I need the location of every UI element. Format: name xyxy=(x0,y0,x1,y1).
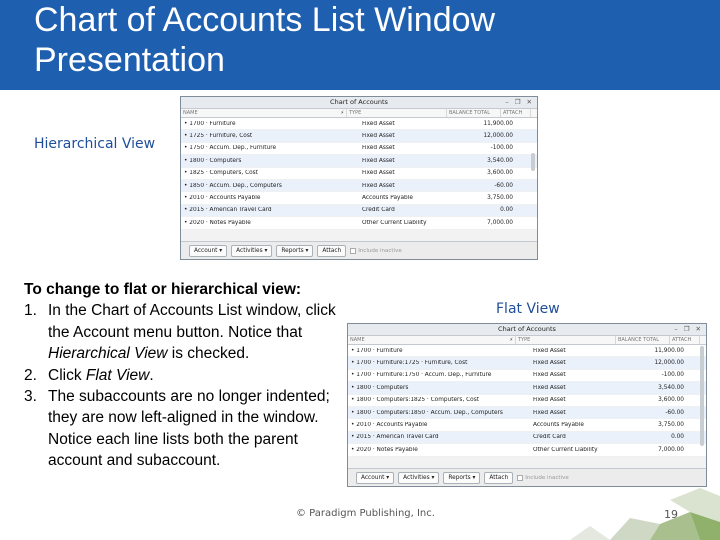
account-type-cell: Accounts Payable xyxy=(362,195,413,202)
step-2 xyxy=(24,365,354,386)
step-text: is checked. xyxy=(167,345,250,363)
slide-header xyxy=(0,0,720,90)
account-balance-cell: 3,750.00 xyxy=(487,195,513,202)
account-menu-button[interactable]: Account ▾ xyxy=(189,245,227,257)
window-titlebar xyxy=(348,324,706,336)
account-balance-cell: -60.00 xyxy=(665,409,684,416)
table-row[interactable] xyxy=(348,444,706,456)
account-name-cell: • 1700 · Furniture:1725 · Furniture, Cost xyxy=(351,360,468,367)
account-type-cell: Fixed Asset xyxy=(362,170,395,177)
account-type-cell: Other Current Liability xyxy=(362,219,427,226)
account-balance-cell: 7,000.00 xyxy=(658,446,684,453)
account-type-cell: Credit Card xyxy=(362,207,395,214)
table-row[interactable] xyxy=(181,217,537,229)
column-name-label: NAME xyxy=(350,337,365,343)
table-row[interactable] xyxy=(348,395,706,407)
step-1 xyxy=(24,300,354,364)
step-text: 3. xyxy=(24,388,37,406)
column-balance-header[interactable]: BALANCE TOTAL xyxy=(616,336,670,344)
hierarchical-view-label: Hierarchical View xyxy=(34,136,156,152)
account-name-cell: • 1700 · Furniture xyxy=(184,120,236,127)
column-name-label: NAME xyxy=(183,110,198,116)
lightning-icon: ⚡ xyxy=(340,110,344,116)
account-type-cell: Fixed Asset xyxy=(533,409,566,416)
table-row[interactable] xyxy=(348,382,706,394)
column-type-header[interactable]: TYPE xyxy=(516,336,616,344)
lightning-icon: ⚡ xyxy=(509,337,513,343)
account-name-cell: • 1800 · Computers:1825 · Computers, Cost xyxy=(351,397,480,404)
account-balance-cell: 0.00 xyxy=(671,434,684,441)
account-balance-cell: 11,900.00 xyxy=(654,347,684,354)
account-type-cell: Fixed Asset xyxy=(533,384,566,391)
account-balance-cell: -60.00 xyxy=(494,182,513,189)
cube-face-shape xyxy=(570,526,610,540)
slide-title: Chart of Accounts List Window Presentation xyxy=(34,1,496,79)
table-row[interactable] xyxy=(181,130,537,142)
account-name-cell: • 2020 · Notes Payable xyxy=(184,219,251,226)
account-type-cell: Accounts Payable xyxy=(533,422,584,429)
account-name-cell: • 1800 · Computers xyxy=(351,384,409,391)
column-attach-header[interactable]: ATTACH xyxy=(670,336,700,344)
activities-menu-button[interactable]: Activities ▾ xyxy=(398,472,439,484)
table-row[interactable] xyxy=(181,118,537,130)
account-name-cell: • 1750 · Accum. Dep., Furniture xyxy=(184,145,277,152)
account-balance-cell: 0.00 xyxy=(500,207,513,214)
scrollbar-track[interactable] xyxy=(700,346,704,446)
account-balance-cell: 3,600.00 xyxy=(658,397,684,404)
step-text: 1. xyxy=(24,302,37,320)
step-text: . xyxy=(149,366,154,384)
table-row[interactable] xyxy=(181,155,537,167)
account-list xyxy=(348,345,706,457)
column-header-row xyxy=(348,336,706,345)
table-row[interactable] xyxy=(348,407,706,419)
reports-menu-button[interactable]: Reports ▾ xyxy=(276,245,313,257)
account-type-cell: Fixed Asset xyxy=(362,157,395,164)
account-name-cell: • 1800 · Computers:1850 · Accum. Dep., Computers xyxy=(351,409,503,416)
account-balance-cell: -100.00 xyxy=(490,145,513,152)
account-type-cell: Fixed Asset xyxy=(533,360,566,367)
step-text: Click xyxy=(48,366,86,384)
account-name-cell: • 2015 · American Travel Card xyxy=(351,434,439,441)
attach-button[interactable]: Attach xyxy=(317,245,346,257)
step-3 xyxy=(24,386,354,472)
account-menu-button[interactable]: Account ▾ xyxy=(356,472,394,484)
window-title: Chart of Accounts xyxy=(498,325,556,333)
account-balance-cell: 3,600.00 xyxy=(487,170,513,177)
account-balance-cell: 12,000.00 xyxy=(483,133,513,140)
account-balance-cell: 3,540.00 xyxy=(487,157,513,164)
step-text: The subaccounts are no longer indented; they are now left-aligned in the window. Notice each line lists both the parent account and subaccount. xyxy=(48,388,330,470)
table-row[interactable] xyxy=(348,357,706,369)
account-name-cell: • 1700 · Furniture:1750 · Accum. Dep., Furniture xyxy=(351,372,492,379)
account-name-cell: • 2010 · Accounts Payable xyxy=(351,422,428,429)
window-controls[interactable]: – ❐ ✕ xyxy=(505,98,534,106)
page-number: 19 xyxy=(664,508,678,521)
account-type-cell: Fixed Asset xyxy=(533,372,566,379)
column-name-header[interactable] xyxy=(348,336,516,344)
table-row[interactable] xyxy=(348,419,706,431)
account-name-cell: • 1725 · Furniture, Cost xyxy=(184,133,253,140)
account-type-cell: Fixed Asset xyxy=(362,182,395,189)
include-inactive-checkbox[interactable]: Include inactive xyxy=(350,248,402,254)
account-name-cell: • 2010 · Accounts Payable xyxy=(184,195,261,202)
account-type-cell: Fixed Asset xyxy=(362,120,395,127)
account-name-cell: • 2015 · American Travel Card xyxy=(184,207,272,214)
instructions-heading: To change to flat or hierarchical view: xyxy=(24,281,302,298)
window-controls[interactable]: – ❐ ✕ xyxy=(674,325,703,333)
step-text: In the Chart of Accounts List window, click the Account menu button. Notice that xyxy=(48,302,336,341)
checkbox-icon xyxy=(517,475,523,481)
account-balance-cell: 12,000.00 xyxy=(654,360,684,367)
flat-view-label: Flat View xyxy=(496,301,560,317)
decorative-cubes-graphic xyxy=(550,460,720,540)
table-row[interactable] xyxy=(348,432,706,444)
step-text: Hierarchical View xyxy=(48,345,168,363)
window-toolbar xyxy=(181,241,537,259)
step-text: Flat View xyxy=(85,366,150,384)
account-name-cell: • 1700 · Furniture xyxy=(351,347,403,354)
account-name-cell: • 1825 · Computers, Cost xyxy=(184,170,258,177)
account-balance-cell: 3,540.00 xyxy=(658,384,684,391)
account-type-cell: Fixed Asset xyxy=(362,145,395,152)
hierarchical-view-window xyxy=(180,96,538,260)
account-balance-cell: 3,750.00 xyxy=(658,422,684,429)
column-balance-header[interactable]: BALANCE TOTAL xyxy=(447,109,501,117)
account-type-cell: Fixed Asset xyxy=(533,397,566,404)
window-titlebar xyxy=(181,97,537,109)
account-type-cell: Fixed Asset xyxy=(362,133,395,140)
account-type-cell: Fixed Asset xyxy=(533,347,566,354)
checkbox-icon xyxy=(350,248,356,254)
window-title: Chart of Accounts xyxy=(330,98,388,106)
account-balance-cell: 11,900.00 xyxy=(483,120,513,127)
account-type-cell: Other Current Liability xyxy=(533,446,598,453)
account-list xyxy=(181,118,537,230)
account-type-cell: Credit Card xyxy=(533,434,566,441)
column-header-row xyxy=(181,109,537,118)
column-name-header[interactable] xyxy=(181,109,347,117)
account-name-cell: • 1800 · Computers xyxy=(184,157,242,164)
table-row[interactable] xyxy=(181,205,537,217)
activities-menu-button[interactable]: Activities ▾ xyxy=(231,245,272,257)
instructions xyxy=(24,279,354,472)
table-row[interactable] xyxy=(181,143,537,155)
account-name-cell: • 1850 · Accum. Dep., Computers xyxy=(184,182,282,189)
column-attach-header[interactable]: ATTACH xyxy=(501,109,531,117)
attach-button[interactable]: Attach xyxy=(484,472,513,484)
table-row[interactable] xyxy=(181,192,537,204)
account-balance-cell: 7,000.00 xyxy=(487,219,513,226)
reports-menu-button[interactable]: Reports ▾ xyxy=(443,472,480,484)
table-row[interactable] xyxy=(348,370,706,382)
step-text: 2. xyxy=(24,366,37,384)
table-row[interactable] xyxy=(348,345,706,357)
account-balance-cell: -100.00 xyxy=(661,372,684,379)
table-row[interactable] xyxy=(181,180,537,192)
copyright-footer: © Paradigm Publishing, Inc. xyxy=(296,508,435,519)
table-row[interactable] xyxy=(181,168,537,180)
scrollbar-thumb[interactable] xyxy=(531,153,535,171)
column-type-header[interactable]: TYPE xyxy=(347,109,447,117)
include-inactive-checkbox[interactable]: Include inactive xyxy=(517,475,569,481)
account-name-cell: • 2020 · Notes Payable xyxy=(351,446,418,453)
